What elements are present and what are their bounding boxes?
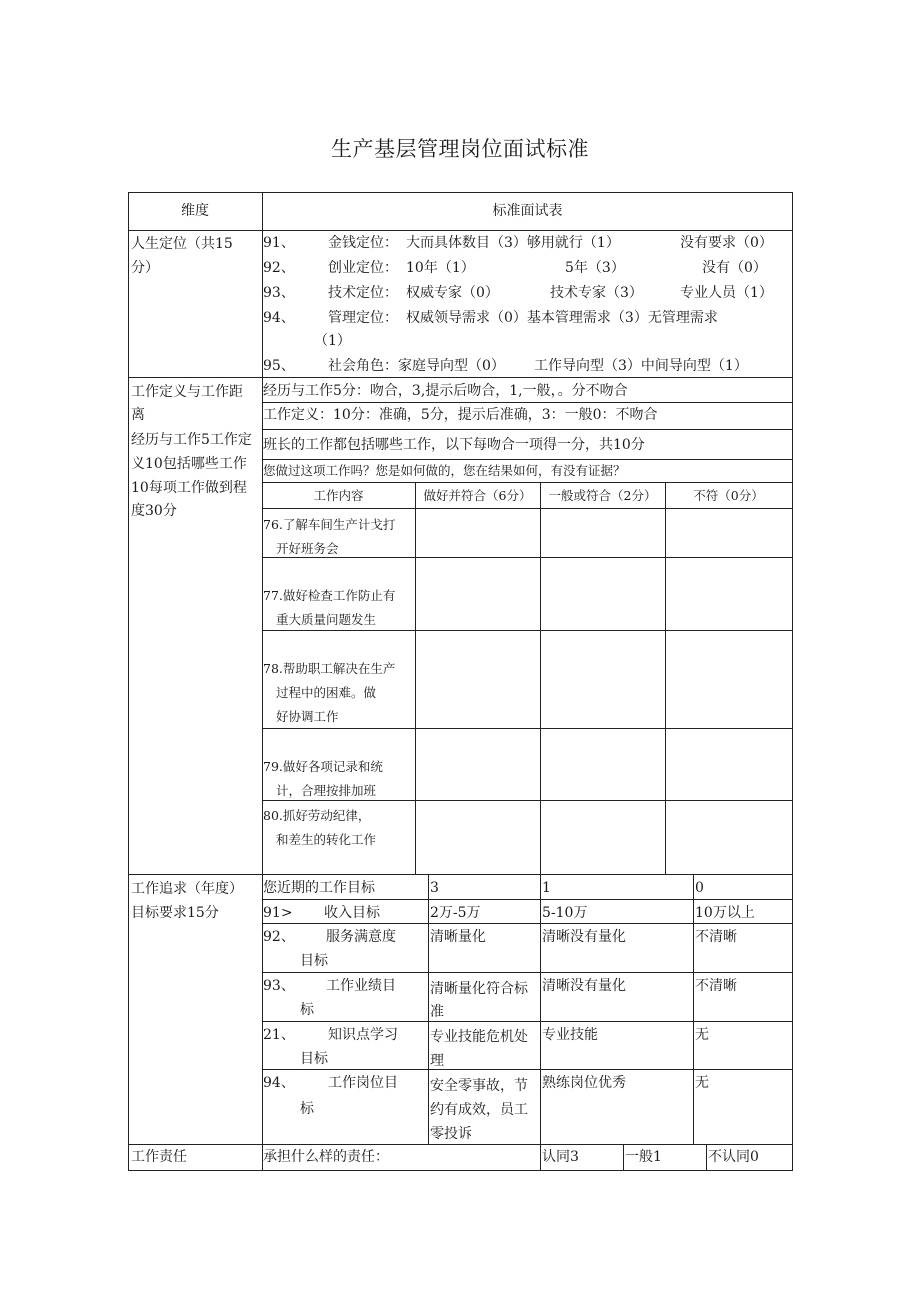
s3-knowledge-b: 专业技能 — [542, 1027, 598, 1043]
s3-col-divider — [428, 874, 429, 1144]
s2-dimension: 度30分 — [131, 503, 177, 519]
q95-option-a: 家庭导向型（0） — [398, 358, 505, 374]
s3-knowledge-number: 21、 — [263, 1027, 295, 1043]
table-border-bottom — [128, 1170, 793, 1171]
s2-dimension: 离 — [131, 407, 145, 423]
s3-performance-b: 清晰没有量化 — [542, 978, 626, 994]
s2-item-77: 重大质量问题发生 — [276, 612, 377, 627]
s3-post-label: 工作岗位目 — [328, 1075, 398, 1091]
q94-label: 管理定位： — [328, 310, 398, 326]
s1-dimension: 人生定位（共15 — [131, 236, 233, 252]
s2-definition-rule: 工作定义：10分：准确，5分，提示后准确，3：一般0：不吻合 — [263, 407, 658, 423]
s2-col-divider — [665, 482, 666, 874]
s2-item-79: 计，合理按排加班 — [276, 783, 377, 798]
s3-dimension: 目标要求15分 — [131, 905, 219, 921]
q92-label: 创业定位： — [328, 260, 398, 276]
s3-line — [262, 1021, 793, 1022]
s3-post-a: 零投诉 — [430, 1126, 472, 1142]
s4-col-divider — [623, 1144, 624, 1170]
s3-col-divider — [540, 874, 541, 1144]
s3-post-a: 约有成效，员工 — [430, 1102, 528, 1118]
s2-col-header: 工作内容 — [313, 488, 364, 503]
s3-score: 0 — [695, 880, 704, 896]
s3-income-c: 10万以上 — [695, 905, 755, 921]
s3-performance-a: 准 — [430, 1004, 444, 1020]
q93-option-b: 技术专家（3） — [550, 285, 643, 301]
q91-options: 大而具体数目（3）够用就行（1） — [406, 235, 620, 251]
header-dimension: 维度 — [181, 203, 209, 219]
s3-post-c: 无 — [695, 1075, 709, 1091]
q93-option-c: 专业人员（1） — [680, 285, 773, 301]
s3-service-c: 不清晰 — [695, 929, 737, 945]
s3-knowledge-c: 无 — [695, 1027, 709, 1043]
q95-option-b: 工作导向型（3）中间导向型（1） — [534, 358, 748, 374]
s2-dimension: 工作定义与工作距 — [131, 384, 243, 400]
s4-col-divider — [540, 1144, 541, 1170]
s2-col-header: 一般或符合（2分） — [548, 488, 657, 503]
s3-knowledge-a: 专业技能危机处 — [430, 1029, 528, 1045]
q95-number: 95、 — [263, 358, 295, 374]
s3-service-number: 92、 — [263, 929, 295, 945]
s2-item-76: 76.了解车间生产计戈打 — [263, 517, 396, 532]
s3-goal-label: 您近期的工作目标 — [263, 880, 375, 896]
s3-col-divider — [693, 874, 694, 1144]
s2-item-80: 80.抓好劳动纪律， — [263, 808, 371, 823]
s4-col-divider — [706, 1144, 707, 1170]
s4-option-disagree: 不认同0 — [708, 1149, 759, 1165]
s2-line — [262, 557, 793, 558]
header-standard: 标准面试表 — [492, 203, 563, 219]
s3-post-label: 标 — [300, 1101, 314, 1117]
s2-scope-rule: 班长的工作都包括哪些工作，以下每吻合一项得一分，共10分 — [263, 437, 645, 453]
table-border-right — [792, 192, 793, 1171]
s3-service-a: 清晰量化 — [430, 929, 486, 945]
s3-knowledge-a: 理 — [430, 1053, 444, 1069]
s2-experience-rule: 经历与工作5分：吻合，3,提示后吻合，1,一般，。分不吻合 — [263, 383, 628, 399]
s3-income-label: 收入目标 — [324, 905, 380, 921]
s2-item-76: 开好班务会 — [276, 541, 339, 556]
s2-line — [262, 429, 793, 430]
s2-item-78: 过程中的困难。做 — [276, 685, 377, 700]
s2-item-78: 78.帮助职工解决在生产 — [263, 661, 396, 676]
s2-col-header: 做好并符合（6分） — [423, 488, 532, 503]
s2-line — [262, 508, 793, 509]
s2-item-79: 79.做好各项记录和统 — [263, 759, 383, 774]
interview-standard-table — [128, 192, 793, 1171]
table-border-left — [128, 192, 129, 1171]
q92-option-b: 5年（3） — [565, 260, 625, 276]
s3-performance-label: 标 — [300, 1002, 314, 1018]
q91-option-none: 没有要求（0） — [680, 235, 773, 251]
s3-knowledge-label: 知识点学习 — [328, 1027, 398, 1043]
s3-income-number: 91> — [263, 905, 293, 921]
s3-service-b: 清晰没有量化 — [542, 929, 626, 945]
q94-options: 权威领导需求（0）基本管理需求（3）无管理需求 — [406, 310, 718, 326]
s2-item-78: 好协调工作 — [276, 709, 339, 724]
q92-option-a: 10年（1） — [406, 260, 475, 276]
s3-post-a: 安全零事故，节 — [430, 1078, 528, 1094]
s3-knowledge-label: 目标 — [300, 1051, 328, 1067]
s3-performance-number: 93、 — [263, 978, 295, 994]
s3-income-b: 5-10万 — [542, 905, 588, 921]
q93-label: 技术定位： — [328, 285, 398, 301]
s3-service-label: 服务满意度 — [326, 929, 396, 945]
s3-score: 1 — [542, 880, 551, 896]
q95-label: 社会角色： — [328, 358, 398, 374]
page-title: 生产基层管理岗位面试标准 — [331, 137, 589, 161]
s3-line — [262, 1069, 793, 1070]
q94-number: 94、 — [263, 310, 295, 326]
s2-dimension: 经历与工作5工作定 — [131, 432, 252, 448]
s2-col-header: 不符（0分） — [693, 488, 764, 503]
s3-performance-label: 工作业绩目 — [326, 978, 396, 994]
s3-line — [262, 972, 793, 973]
s4-responsibility-label: 承担什么样的责任： — [263, 1149, 389, 1165]
q93-option-a: 权威专家（0） — [406, 285, 499, 301]
q93-number: 93、 — [263, 285, 295, 301]
s2-col-divider — [415, 482, 416, 874]
s4-dimension: 工作责任 — [131, 1149, 187, 1165]
q91-label: 金钱定位： — [328, 235, 398, 251]
s3-score: 3 — [430, 880, 439, 896]
s2-line — [262, 728, 793, 729]
s3-service-label: 目标 — [300, 953, 328, 969]
s3-dimension: 工作追求（年度） — [131, 881, 243, 897]
table-border-top — [128, 192, 793, 193]
q94-options-cont: （1） — [314, 333, 351, 349]
s2-item-77: 77.做好检查工作防止有 — [263, 588, 396, 603]
s2-dimension: 10每项工作做到程 — [131, 480, 247, 496]
s2-dimension: 义10包括哪些工作 — [131, 456, 247, 472]
s2-col-divider — [540, 482, 541, 874]
s2-question: 您做过这项工作吗？您是如何做的，您在结果如何，有没有证据？ — [263, 463, 626, 478]
q92-number: 92、 — [263, 260, 295, 276]
s3-performance-a: 清晰量化符合标 — [430, 981, 528, 997]
s4-option-agree: 认同3 — [542, 1149, 579, 1165]
s3-performance-c: 不清晰 — [695, 978, 737, 994]
s3-post-b: 熟练岗位优秀 — [542, 1075, 626, 1091]
s3-post-number: 94、 — [263, 1075, 295, 1091]
q92-option-c: 没有（0） — [702, 260, 767, 276]
s3-income-a: 2万-5万 — [430, 905, 481, 921]
s2-item-80: 和差生的转化工作 — [276, 832, 377, 847]
q91-number: 91、 — [263, 235, 295, 251]
s1-dimension: 分） — [131, 260, 159, 276]
s4-option-neutral: 一般1 — [625, 1149, 662, 1165]
